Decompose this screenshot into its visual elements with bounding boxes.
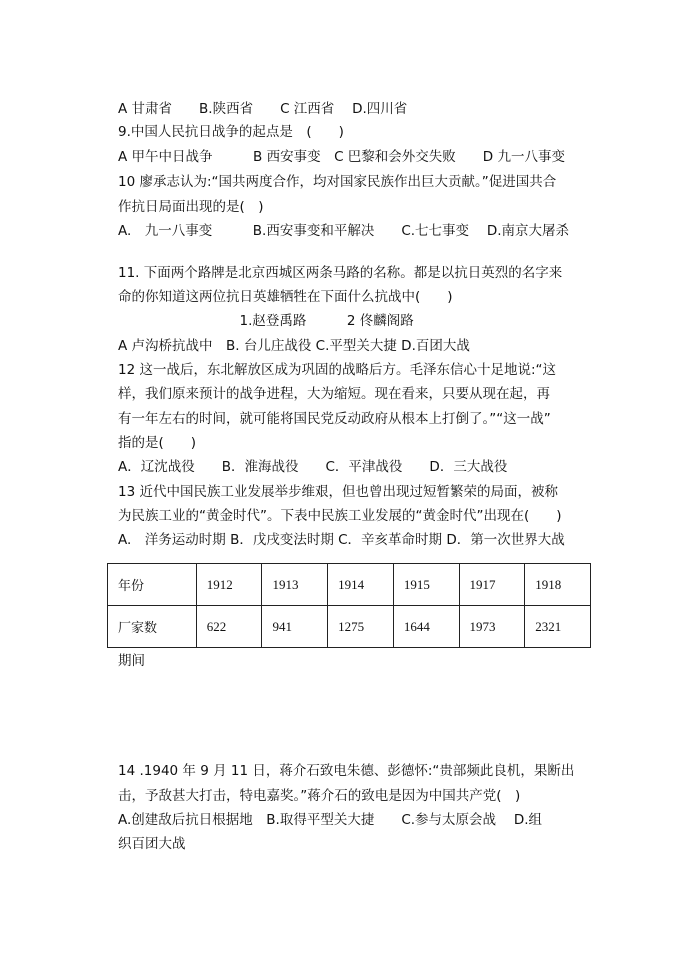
table-cell: 1973 bbox=[459, 606, 525, 648]
table-row bbox=[108, 606, 591, 648]
q14-stem-line1: 14 .1940 年 9 月 11 日，蒋介石致电朱德、彭德怀:“贵部频此良机，果断出 bbox=[118, 763, 575, 779]
q13-options-continued: 期间 bbox=[118, 653, 145, 669]
q12-stem-line3: 有一年左右的时间，就可能将国民党反动政府从根本上打倒了。”“这一战” bbox=[118, 411, 551, 427]
table-cell: 1644 bbox=[393, 606, 459, 648]
q13-options: A. 洋务运动时期 B．戊戌变法时期 C．辛亥革命时期 D．第一次世界大战 bbox=[118, 532, 565, 548]
q12-options: A．辽沈战役 B．淮海战役 C．平津战役 D．三大战役 bbox=[118, 459, 508, 475]
table-cell: 1914 bbox=[328, 564, 394, 606]
q12-stem-line4: 指的是( ) bbox=[118, 435, 197, 451]
q13-stem-line2: 为民族工业的“黄金时代”。下表中民族工业发展的“黄金时代”出现在( ) bbox=[118, 508, 562, 524]
q11-options: A 卢沟桥抗战中 B. 台儿庄战役 C.平型关大捷 D.百团大战 bbox=[118, 338, 470, 354]
factory-count-table bbox=[107, 563, 591, 648]
q9-options: A 甲午中日战争 B 西安事变 C 巴黎和会外交失败 D 九一八事变 bbox=[118, 149, 565, 165]
q14-options-line1: A.创建敌后抗日根据地 B.取得平型关大捷 C.参与太原会战 D.组 bbox=[118, 812, 543, 828]
q11-stem-line2: 命的你知道这两位抗日英雄牺牲在下面什么抗战中( ) bbox=[118, 289, 453, 305]
table-cell: 1918 bbox=[525, 564, 591, 606]
q13-stem-line1: 13 近代中国民族工业发展举步维艰，但也曾出现过短暂繁荣的局面，被称 bbox=[118, 484, 558, 500]
q14-stem-line2: 击，予敌甚大打击，特电嘉奖。”蒋介石的致电是因为中国共产党( ) bbox=[118, 788, 521, 804]
table-cell: 厂家数 bbox=[108, 606, 197, 648]
table-cell: 2321 bbox=[525, 606, 591, 648]
q10-stem-line2: 作抗日局面出现的是( ) bbox=[118, 199, 264, 215]
q12-stem-line2: 样，我们原来预计的战争进程，大为缩短。现在看来，只要从现在起，再 bbox=[118, 386, 550, 402]
table-cell: 1913 bbox=[262, 564, 328, 606]
q11-road-names: 1.赵登禹路 2 佟麟阁路 bbox=[118, 313, 414, 329]
table-cell: 622 bbox=[196, 606, 262, 648]
q9-stem: 9.中国人民抗日战争的起点是 ( ) bbox=[118, 124, 344, 140]
table-row bbox=[108, 564, 591, 606]
q12-stem-line1: 12 这一战后，东北解放区成为巩固的战略后方。毛泽东信心十足地说:“这 bbox=[118, 362, 557, 378]
table-cell: 1912 bbox=[196, 564, 262, 606]
q14-options-line2: 织百团大战 bbox=[118, 836, 186, 852]
q8-options: A 甘肃省 B.陕西省 C 江西省 D.四川省 bbox=[118, 101, 408, 117]
table-cell: 1917 bbox=[459, 564, 525, 606]
table-cell: 1915 bbox=[393, 564, 459, 606]
q11-stem-line1: 11. 下面两个路牌是北京西城区两条马路的名称。都是以抗日英烈的名字来 bbox=[118, 265, 563, 281]
q10-stem-line1: 10 廖承志认为:“国共两度合作，均对国家民族作出巨大贡献。”促进国共合 bbox=[118, 174, 557, 190]
table-cell: 年份 bbox=[108, 564, 197, 606]
q10-options: A. 九一八事变 B.西安事变和平解决 C.七七事变 D.南京大屠杀 bbox=[118, 223, 570, 239]
table-cell: 941 bbox=[262, 606, 328, 648]
table-cell: 1275 bbox=[328, 606, 394, 648]
